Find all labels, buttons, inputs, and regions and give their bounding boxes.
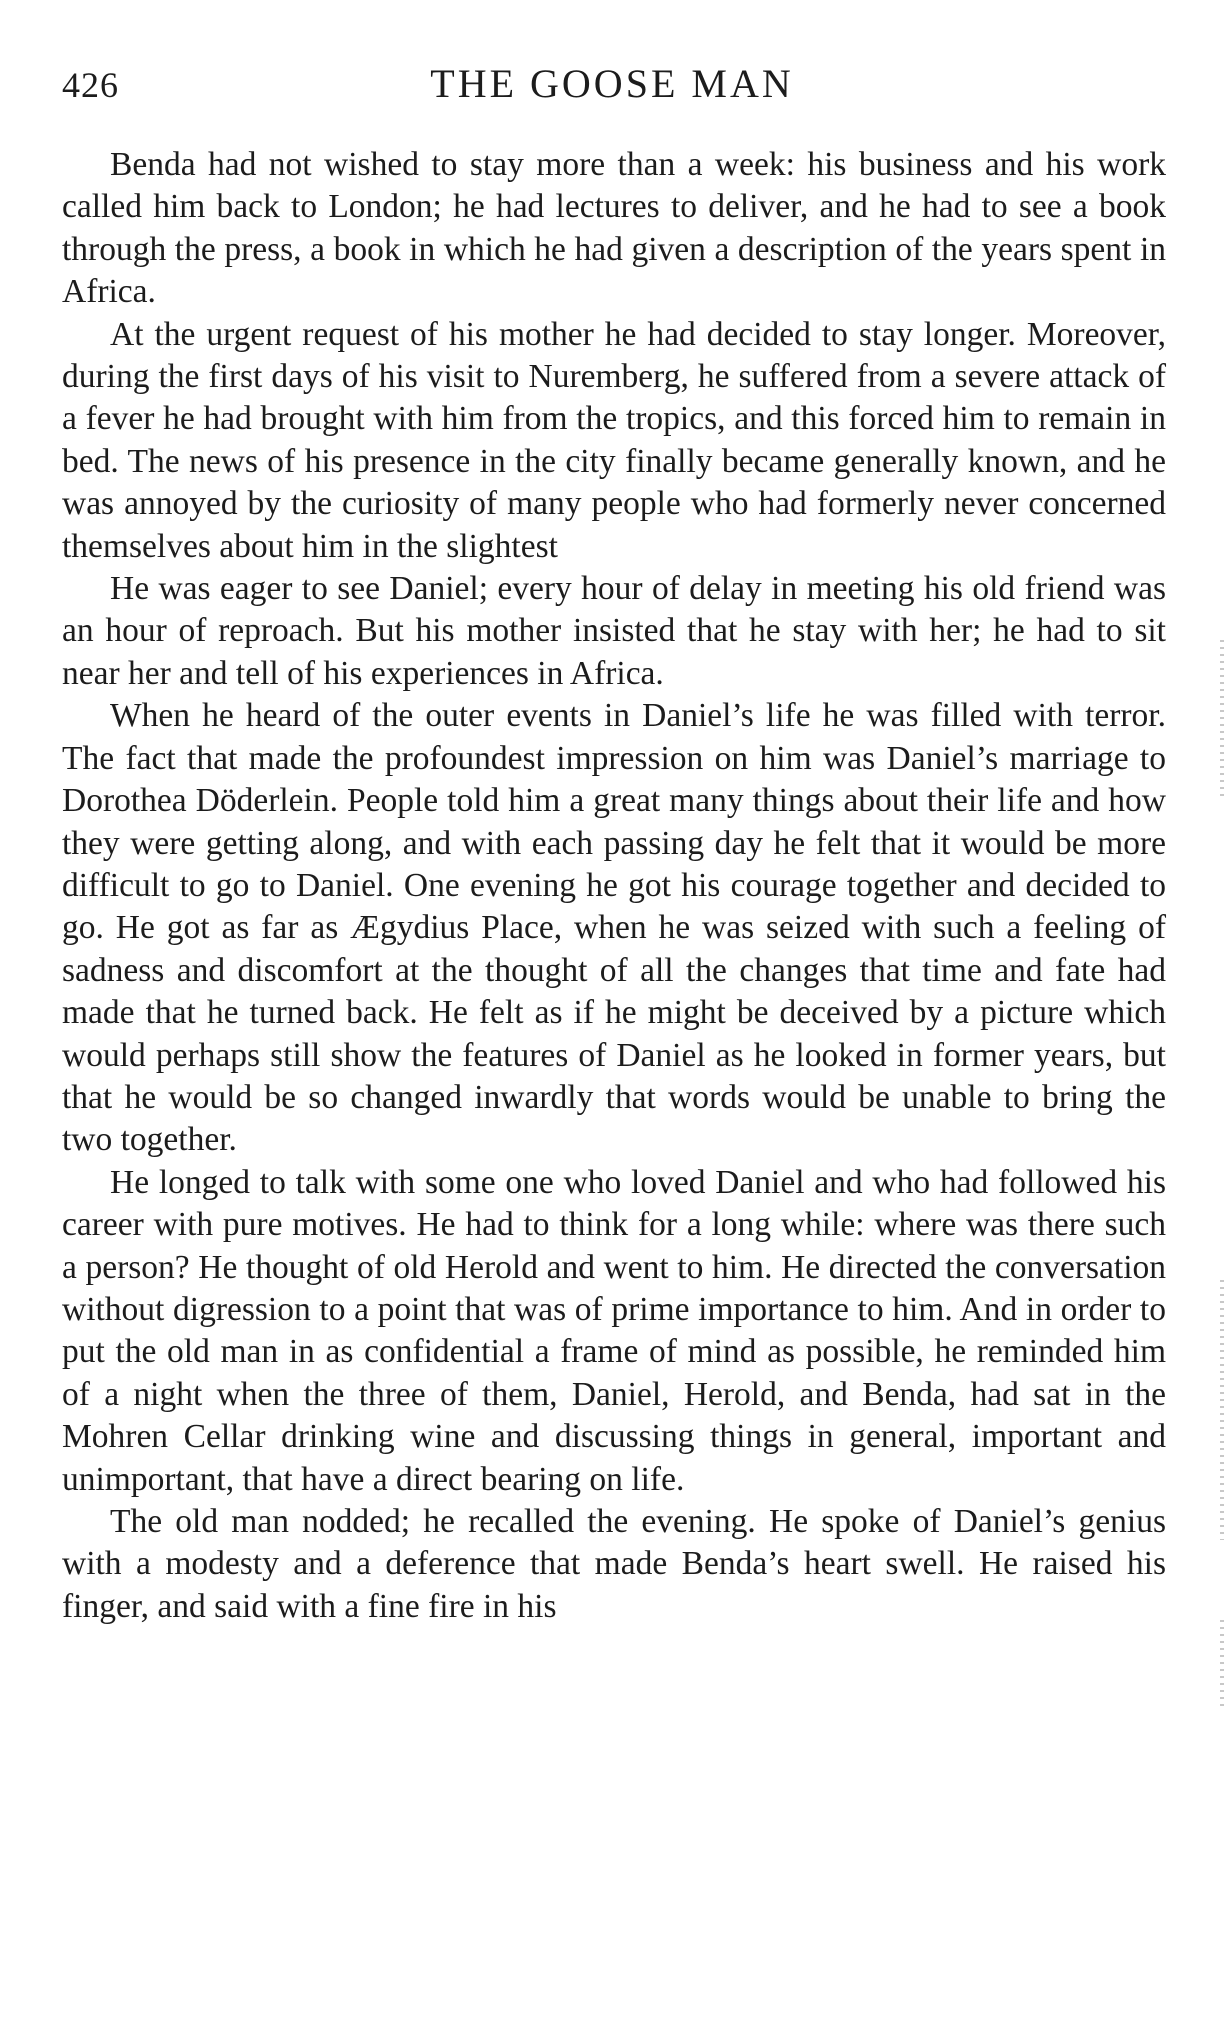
- paragraph-old-man-nodded: The old man nodded; he recalled the evening. He spoke of Daniel’s genius with a modesty and a deference that made Benda’s heart swell. He raised his finger, and said with a fine fire in his: [62, 1503, 1166, 1625]
- paragraph-urgent-request: At the urgent request of his mother he had decided to stay longer. Moreover, during the first days of his visit to Nuremberg, he suffered from a severe attack of a fever he had brought with him from the tropics, and this forced him to remain in bed. The news of his presence in the city finally became generally known, and he was annoyed by the curiosity of many people who had formerly never concerned themselves about him in the slightest: [62, 315, 1166, 565]
- scan-edge-mark: [1220, 640, 1224, 800]
- scan-edge-mark: [1220, 1620, 1224, 1710]
- paragraph-benda-stay: Benda had not wished to stay more than a week: his business and his work called him back to London; he had lectures to deliver, and he had to see a book through the press, a book in which he had given a description of the years spent in Africa.: [62, 146, 1166, 311]
- running-head: [62, 60, 1162, 110]
- paragraph-longed-to-talk: He longed to talk with some one who loved Daniel and who had followed his career with pure motives. He had to think for a long while: where was there such a person? He thought of old Herold and went to him. He directed the conversation without digression to a point that was of prime importance to him. And in order to put the old man in as confidential a frame of mind as possible, he reminded him of a night when the three of them, Daniel, Herold, and Benda, had sat in the Mohren Cellar drinking wine and discussing things in general, important and unimportant, that have a direct bearing on life.: [62, 1163, 1166, 1498]
- scan-edge-mark: [1220, 1280, 1224, 1540]
- paragraph-eager-to-see-daniel: He was eager to see Daniel; every hour of delay in meeting his old friend was an hour of reproach. But his mother insisted that he stay with her; he had to sit near her and tell of his experiences in Africa.: [62, 570, 1166, 692]
- paragraph-outer-events: When he heard of the outer events in Daniel’s life he was filled with terror. The fact that made the profoundest impression on him was Daniel’s marriage to Dorothea Döderlein. People told him a great many things about their life and how they were getting along, and with each passing day he felt that it would be more difficult to go to Daniel. One evening he got his courage together and decided to go. He got as far as Ægydius Place, when he was seized with such a feeling of sadness and discomfort at the thought of all the changes that time and fate had made that he turned back. He felt as if he might be deceived by a picture which would perhaps still show the features of Daniel as he looked in former years, but that he would be so changed inwardly that words would be unable to bring the two together.: [62, 697, 1166, 1159]
- page-number: 426: [62, 65, 119, 105]
- running-title: THE GOOSE MAN: [430, 61, 794, 106]
- body-text: [62, 144, 1166, 1628]
